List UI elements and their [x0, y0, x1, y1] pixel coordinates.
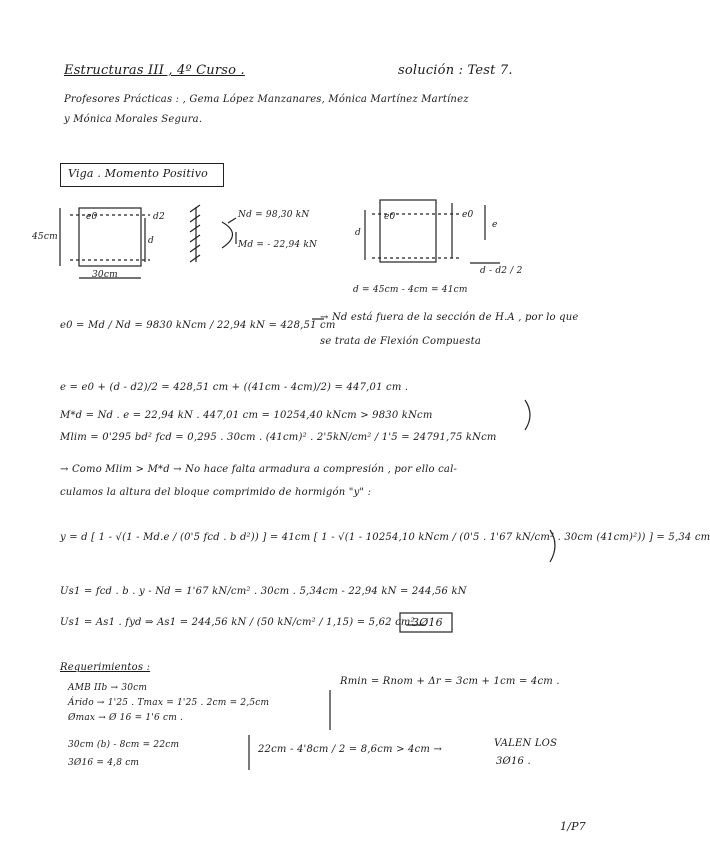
note-compression: → Como Mlim > M*d → No hace falta armadura a compresión , por ello cal-	[60, 464, 458, 475]
label-d-d2: d - d2 / 2	[480, 266, 523, 276]
req-ambient: AMB IIb → 30cm	[68, 683, 148, 693]
label-e0: e0	[462, 210, 474, 220]
label-d-2: d	[355, 228, 361, 238]
eq-as1: Us1 = As1 . fyd ⇒ As1 = 244,56 kN / (50 kN/cm² / 1,15) = 5,62 cm²	[60, 617, 415, 628]
solution-title: solución : Test 7.	[398, 63, 513, 78]
note-e0: → Nd está fuera de la sección de H.A , por lo que	[320, 312, 579, 323]
label-d: d	[148, 236, 154, 246]
label-nd: Nd = 98,30 kN	[238, 210, 310, 220]
label-e: e	[492, 220, 498, 230]
eq-us1: Us1 = fcd . b . y - Nd = 1'67 kN/cm² . 30cm . 5,34cm - 22,94 kN = 244,56 kN	[60, 586, 467, 597]
page-number: 1/P7	[560, 820, 586, 833]
req-aggregate: Árido → 1'25 . Tmax = 1'25 . 2cm = 2,5cm	[68, 698, 270, 708]
req-valid-2: 3Ø16 .	[496, 756, 531, 767]
course-title: Estructuras III , 4º Curso .	[64, 63, 245, 78]
note-compression-2: culamos la altura del bloque comprimido de hormigón "y" :	[60, 487, 372, 498]
note-e0-2: se trata de Flexión Compuesta	[320, 336, 482, 347]
req-phi-max: Ømax → Ø 16 = 1'6 cm .	[68, 713, 184, 723]
label-d-calc: d = 45cm - 4cm = 41cm	[353, 285, 468, 295]
eq-e0: e0 = Md / Nd = 9830 kNcm / 22,94 kN = 428,51 cm	[60, 320, 336, 331]
req-bars: 3Ø16 = 4,8 cm	[68, 758, 140, 768]
requirements-title: Requerimientos :	[60, 662, 151, 673]
req-rmin: Rmin = Rnom + Δr = 3cm + 1cm = 4cm .	[340, 676, 560, 687]
label-ed2-2: e0	[384, 212, 396, 222]
section-title: Viga . Momento Positivo	[68, 167, 208, 180]
eq-e: e = e0 + (d - d2)/2 = 428,51 cm + ((41cm - 4cm)/2) = 447,01 cm .	[60, 382, 409, 393]
professors-line-2: y Mónica Morales Segura.	[64, 114, 203, 125]
req-width: 30cm (b) - 8cm = 22cm	[68, 740, 180, 750]
label-ed2: e0	[86, 212, 98, 222]
req-spacing: 22cm - 4'8cm / 2 = 8,6cm > 4cm →	[258, 744, 443, 755]
label-md: Md = - 22,94 kN	[238, 240, 318, 250]
eq-md: M*d = Nd . e = 22,94 kN . 447,01 cm = 10254,40 kNcm > 9830 kNcm	[60, 410, 433, 421]
eq-mlim: Mlim = 0'295 bd² fcd = 0,295 . 30cm . (41cm)² . 2'5kN/cm² / 1'5 = 24791,75 kNcm	[60, 432, 497, 443]
beam-section-rect-2	[380, 200, 436, 262]
label-width: 30cm	[92, 270, 118, 280]
eq-y: y = d [ 1 - √(1 - Md.e / (0'5 fcd . b d²)) ] = 41cm [ 1 - √(1 - 10254,10 kNcm / (0'5 . 1'67 kN/cm² . 30cm (41cm)²)) ] = 5,34 cm	[60, 532, 710, 543]
result-bars: 3Ø16	[412, 616, 443, 629]
req-valid: VALEN LOS	[494, 738, 558, 749]
label-d2: d2	[153, 212, 165, 222]
label-height: 45cm	[32, 232, 58, 242]
professors-line-1: Profesores Prácticas : , Gema López Manzanares, Mónica Martínez Martínez	[64, 94, 469, 105]
